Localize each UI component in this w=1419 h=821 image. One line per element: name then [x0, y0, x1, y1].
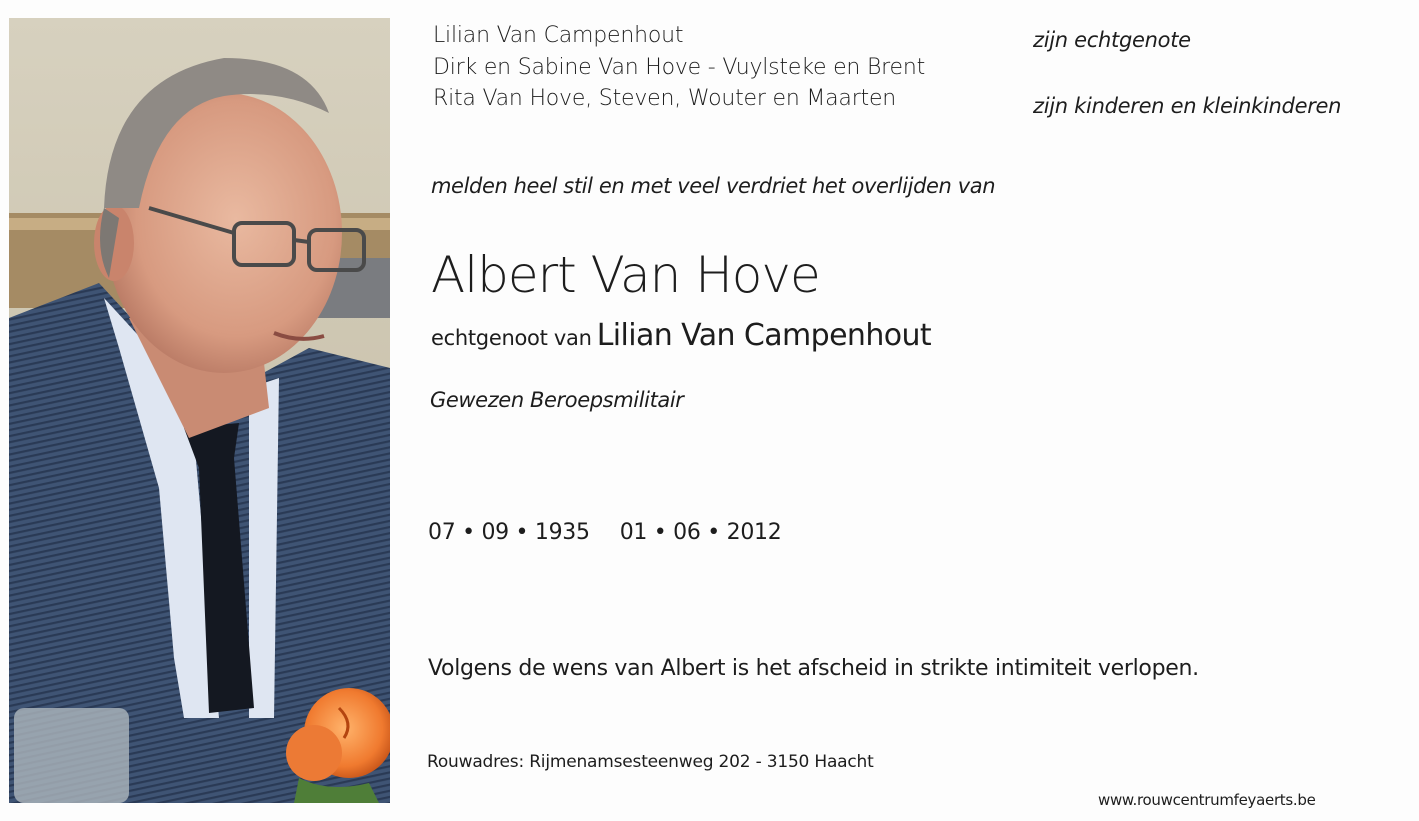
deceased-name: Albert Van Hove: [431, 246, 820, 304]
life-dates: [428, 520, 781, 545]
portrait-photo: [9, 18, 390, 803]
family-line-spouse: Lilian Van Campenhout: [433, 23, 684, 48]
funeral-home-website[interactable]: www.rouwcentrumfeyaerts.be: [1098, 791, 1316, 809]
spouse-line: [431, 318, 931, 353]
family-list: [433, 20, 925, 115]
death-date: 01 • 06 • 2012: [619, 520, 782, 545]
spouse-name: Lilian Van Campenhout: [596, 318, 932, 353]
farewell-note: Volgens de wens van Albert is het afscheid in strikte intimiteit verlopen.: [428, 656, 1199, 681]
spouse-prefix: echtgenoot van: [431, 326, 592, 350]
birth-date: 07 • 09 • 1935: [428, 520, 590, 545]
relation-spouse: zijn echtgenote: [1033, 28, 1191, 52]
family-line-daughter: Rita Van Hove, Steven, Wouter en Maarten: [433, 86, 897, 111]
announcement-text: melden heel stil en met veel verdriet het overlijden van: [431, 174, 996, 198]
occupation: Gewezen Beroepsmilitair: [430, 388, 684, 412]
portrait-image: [9, 18, 390, 803]
relation-children: zijn kinderen en kleinkinderen: [1033, 94, 1342, 118]
mourning-address: Rouwadres: Rijmenamsesteenweg 202 - 3150 Haacht: [427, 752, 874, 772]
family-line-son: Dirk en Sabine Van Hove - Vuylsteke en Brent: [433, 54, 926, 80]
